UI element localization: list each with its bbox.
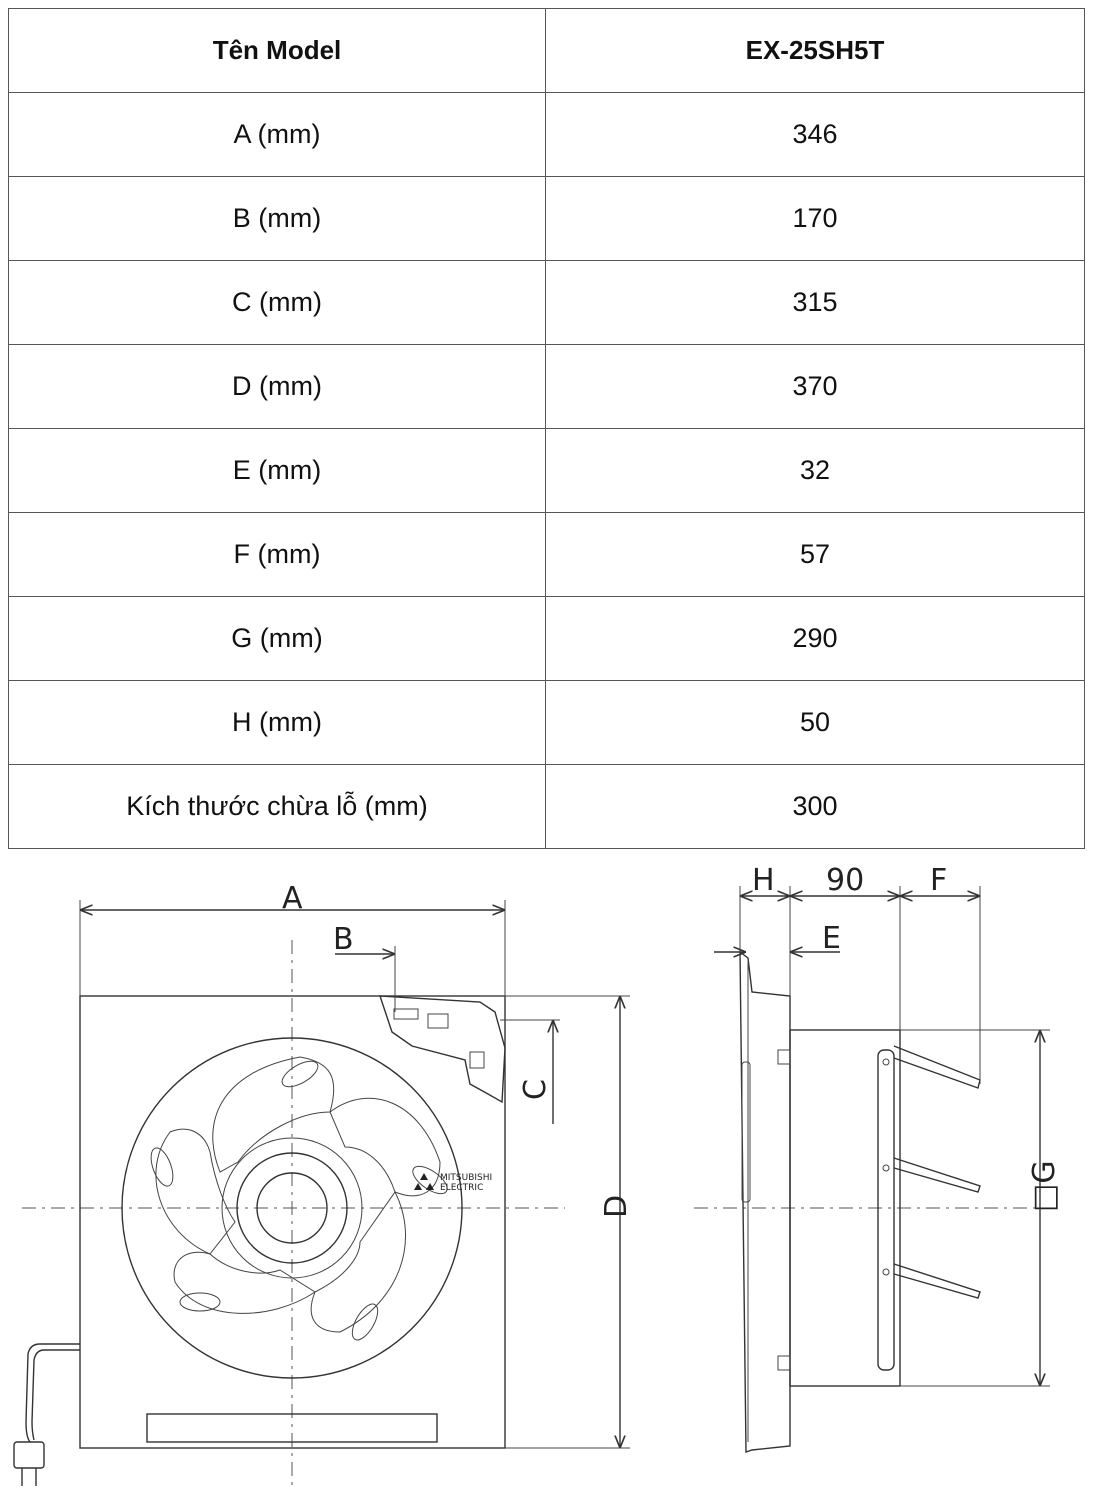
fan-dimension-drawing <box>0 862 1094 1500</box>
housing-clip <box>778 1356 790 1370</box>
row-value: 300 <box>546 765 1085 849</box>
spec-table <box>8 8 1085 849</box>
bracket-slot <box>428 1014 448 1028</box>
dim-f-label: F <box>930 863 948 898</box>
bracket-slot <box>470 1052 484 1068</box>
side-view <box>694 863 1062 1452</box>
row-label: Kích thước chừa lỗ (mm) <box>9 765 546 849</box>
table-row <box>9 513 1085 597</box>
shutter-rail <box>878 1050 894 1370</box>
table-row <box>9 261 1085 345</box>
dim-g-label: □G <box>1027 1160 1062 1212</box>
row-value: 50 <box>546 681 1085 765</box>
dim-90-label: 90 <box>826 863 865 898</box>
mount-bracket <box>380 996 505 1102</box>
table-row <box>9 429 1085 513</box>
logo-line2: ELECTRIC <box>440 1183 484 1193</box>
row-value: 370 <box>546 345 1085 429</box>
row-value: 290 <box>546 597 1085 681</box>
table-row <box>9 597 1085 681</box>
row-value: 170 <box>546 177 1085 261</box>
header-model: EX-25SH5T <box>546 9 1085 93</box>
table-header-row <box>9 9 1085 93</box>
row-value: 346 <box>546 93 1085 177</box>
logo-line1: MITSUBISHI <box>440 1173 493 1183</box>
row-value: 315 <box>546 261 1085 345</box>
row-label: H (mm) <box>9 681 546 765</box>
power-plug <box>14 1442 44 1468</box>
bracket-slot <box>394 1009 418 1019</box>
housing-clip <box>778 1050 790 1064</box>
shutter-louvres <box>894 1046 980 1298</box>
mitsubishi-logo <box>414 1173 492 1193</box>
front-view <box>14 881 634 1490</box>
row-label: C (mm) <box>9 261 546 345</box>
row-label: F (mm) <box>9 513 546 597</box>
table-row <box>9 681 1085 765</box>
dim-a-label: A <box>282 881 303 916</box>
row-label: A (mm) <box>9 93 546 177</box>
table-row <box>9 345 1085 429</box>
table-row <box>9 177 1085 261</box>
header-label: Tên Model <box>9 9 546 93</box>
row-label: D (mm) <box>9 345 546 429</box>
dim-h-label: H <box>752 863 775 898</box>
power-cord-2 <box>32 1350 80 1440</box>
table-row <box>9 93 1085 177</box>
row-value: 57 <box>546 513 1085 597</box>
dim-b-label: B <box>333 922 354 957</box>
row-label: E (mm) <box>9 429 546 513</box>
fan-blades <box>156 1057 440 1332</box>
dim-d-label: D <box>599 1194 634 1218</box>
dim-c-label: C <box>518 1079 553 1100</box>
row-label: G (mm) <box>9 597 546 681</box>
dim-e-label: E <box>822 921 841 956</box>
table-row <box>9 765 1085 849</box>
row-label: B (mm) <box>9 177 546 261</box>
row-value: 32 <box>546 429 1085 513</box>
